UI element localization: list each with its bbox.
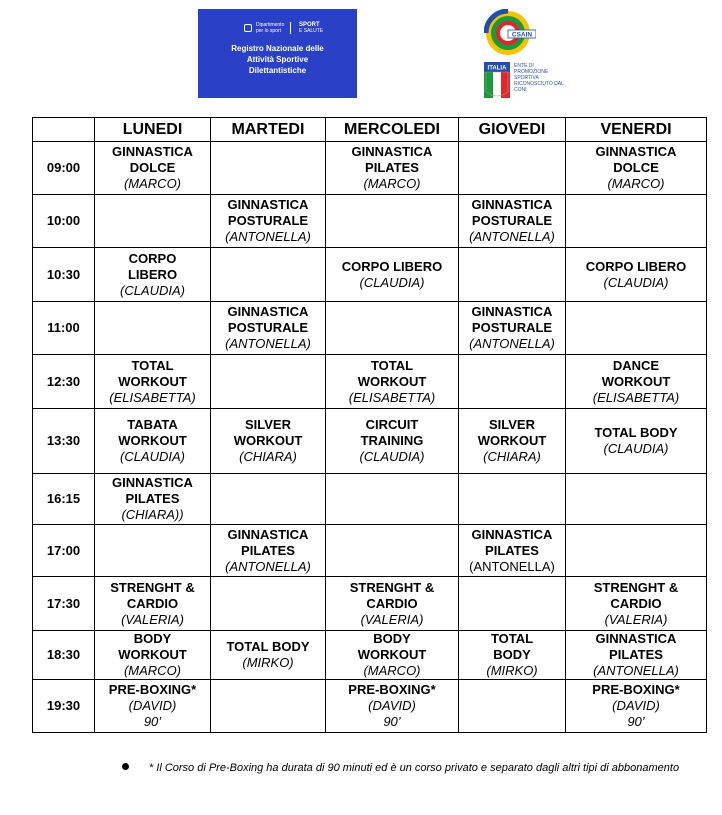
instructor-name: (CLAUDIA) — [119, 282, 185, 298]
class-name: PRE-BOXING* — [108, 682, 197, 697]
class-name: GINNASTICA PILATES — [227, 526, 309, 558]
empty-cell — [211, 142, 326, 195]
day-header: MARTEDI — [211, 118, 326, 142]
class-cell — [459, 302, 566, 355]
class-name: SILVER WORKOUT — [477, 417, 547, 448]
instructor-name: (ANTONELLA) — [225, 336, 311, 351]
class-cell — [211, 409, 326, 474]
instructor-name: (CHIARA) — [239, 449, 297, 464]
class-cell — [459, 409, 566, 474]
table-row — [33, 525, 707, 577]
class-name: BODY WORKOUT — [118, 631, 187, 662]
duration-label: 90’ — [383, 714, 401, 729]
instructor-name: (MIRKO) — [242, 655, 294, 670]
class-cell — [566, 409, 707, 474]
instructor-name: (ELISABETTA) — [348, 389, 436, 405]
time-cell: 09:00 — [33, 142, 95, 195]
time-cell: 13:30 — [33, 409, 95, 474]
class-name: TOTAL WORKOUT — [357, 357, 427, 389]
time-cell: 17:00 — [33, 525, 95, 577]
class-cell — [566, 577, 707, 631]
class-cell — [326, 142, 459, 195]
instructor-name: (CHIARA)) — [121, 507, 184, 522]
italia-flag-icon — [484, 62, 510, 98]
instructor-name: (ANTONELLA) — [469, 558, 555, 574]
class-cell — [95, 474, 211, 525]
coni-text: ENTE DI PROMOZIONE SPORTIVA RICONOSCIUTO DAL CONI — [514, 63, 564, 93]
instructor-name: (ANTONELLA) — [225, 229, 311, 244]
time-cell: 17:30 — [33, 577, 95, 631]
instructor-name: (CLAUDIA) — [603, 441, 669, 456]
class-cell — [95, 409, 211, 474]
table-row — [33, 680, 707, 733]
class-cell — [95, 355, 211, 409]
class-cell — [95, 680, 211, 733]
table-row — [33, 248, 707, 302]
government-emblem-icon — [244, 24, 252, 32]
class-name: CORPO LIBERO — [127, 250, 178, 282]
empty-cell — [459, 142, 566, 195]
class-name: GINNASTICA DOLCE — [595, 144, 677, 175]
class-name: GINNASTICA POSTURALE — [227, 197, 309, 228]
class-cell — [459, 525, 566, 577]
class-cell — [211, 631, 326, 680]
instructor-name: (ELISABETTA) — [109, 389, 196, 405]
table-row — [33, 195, 707, 248]
class-name: CORPO LIBERO — [585, 258, 687, 274]
instructor-name: (MARCO) — [363, 663, 421, 678]
instructor-name: (MIRKO) — [486, 663, 538, 678]
class-cell — [326, 355, 459, 409]
empty-cell — [459, 474, 566, 525]
instructor-name: (CLAUDIA) — [603, 274, 669, 290]
class-name: GINNASTICA POSTURALE — [471, 197, 553, 228]
empty-cell — [326, 525, 459, 577]
table-row — [33, 631, 707, 680]
coni-recognition-logo — [484, 62, 584, 100]
table-row — [33, 355, 707, 409]
class-cell — [326, 680, 459, 733]
instructor-name: (MARCO) — [607, 176, 665, 191]
empty-cell — [459, 577, 566, 631]
table-row — [33, 302, 707, 355]
day-header: GIOVEDI — [459, 118, 566, 142]
footnote-text: * Il Corso di Pre-Boxing ha durata di 90 minuti ed è un corso privato e separato dagli altri tipi di abbonamento — [148, 762, 680, 774]
instructor-name: (ANTONELLA) — [593, 663, 679, 678]
empty-cell — [326, 302, 459, 355]
class-cell — [326, 248, 459, 302]
class-name: PRE-BOXING* — [592, 682, 680, 697]
csain-label: CSAIN — [511, 31, 533, 39]
empty-cell — [459, 680, 566, 733]
class-name: GINNASTICA PILATES — [471, 526, 553, 558]
class-name: STRENGHT & CARDIO — [593, 579, 679, 611]
instructor-name: (DAVID) — [612, 698, 660, 713]
instructor-name: (VALERIA) — [360, 611, 424, 627]
empty-cell — [95, 195, 211, 248]
time-cell: 19:30 — [33, 680, 95, 733]
class-name: CIRCUIT TRAINING — [360, 417, 424, 448]
table-row — [33, 409, 707, 474]
instructor-name: (VALERIA) — [121, 611, 184, 627]
empty-cell — [566, 195, 707, 248]
class-name: STRENGHT & CARDIO — [349, 579, 435, 611]
class-name: TOTAL BODY — [226, 639, 310, 654]
class-name: DANCE WORKOUT — [601, 357, 671, 389]
empty-cell — [95, 302, 211, 355]
class-cell — [95, 142, 211, 195]
sport-label: SPORT — [299, 22, 320, 28]
empty-cell — [566, 302, 707, 355]
empty-cell — [566, 474, 707, 525]
day-header: VENERDI — [566, 118, 707, 142]
instructor-name: (ANTONELLA) — [469, 336, 555, 351]
empty-cell — [326, 474, 459, 525]
class-name: GINNASTICA PILATES — [351, 144, 433, 175]
empty-cell — [459, 355, 566, 409]
class-cell — [211, 302, 326, 355]
salute-label: E SALUTE — [299, 28, 324, 34]
header-row — [33, 118, 707, 142]
empty-cell — [211, 248, 326, 302]
table-row — [33, 142, 707, 195]
class-name: GINNASTICA DOLCE — [112, 144, 193, 175]
class-cell — [566, 248, 707, 302]
registro-title: Registro Nazionale delle Attività Sportive Dilettantistiche — [231, 44, 324, 75]
class-cell — [566, 631, 707, 680]
empty-cell — [326, 195, 459, 248]
table-row — [33, 577, 707, 631]
class-name: GINNASTICA POSTURALE — [227, 304, 309, 335]
class-cell — [566, 142, 707, 195]
time-cell: 12:30 — [33, 355, 95, 409]
class-name: GINNASTICA PILATES — [595, 631, 677, 662]
class-cell — [326, 631, 459, 680]
ministry-label: Dipartimento per lo sport — [256, 22, 285, 34]
empty-cell — [566, 525, 707, 577]
class-cell — [326, 577, 459, 631]
duration-label: 90’ — [143, 714, 162, 729]
registro-nazionale-logo — [198, 9, 357, 98]
time-cell: 11:00 — [33, 302, 95, 355]
class-name: PRE-BOXING* — [348, 682, 436, 697]
weekly-schedule-table — [32, 117, 707, 733]
duration-label: 90’ — [627, 714, 645, 729]
instructor-name: (VALERIA) — [604, 611, 668, 627]
class-name: GINNASTICA POSTURALE — [471, 304, 553, 335]
time-cell: 16:15 — [33, 474, 95, 525]
class-cell — [95, 631, 211, 680]
class-name: TABATA WORKOUT — [118, 417, 187, 448]
time-cell: 18:30 — [33, 631, 95, 680]
class-cell — [326, 409, 459, 474]
class-name: TOTAL BODY — [490, 631, 534, 662]
class-cell — [459, 195, 566, 248]
class-name: BODY WORKOUT — [357, 631, 427, 662]
instructor-name: (CLAUDIA) — [359, 449, 425, 464]
empty-cell — [211, 474, 326, 525]
empty-cell — [211, 577, 326, 631]
day-header: MERCOLEDI — [326, 118, 459, 142]
instructor-name: (ANTONELLA) — [469, 229, 555, 244]
empty-cell — [211, 355, 326, 409]
day-header: LUNEDI — [95, 118, 211, 142]
table-row — [33, 474, 707, 525]
instructor-name: (CLAUDIA) — [359, 274, 425, 290]
time-cell: 10:00 — [33, 195, 95, 248]
class-name: CORPO LIBERO — [341, 258, 443, 274]
class-cell — [566, 680, 707, 733]
class-cell — [95, 577, 211, 631]
class-name: GINNASTICA PILATES — [112, 475, 193, 506]
empty-cell — [459, 248, 566, 302]
empty-cell — [211, 680, 326, 733]
class-name: SILVER WORKOUT — [233, 417, 303, 448]
instructor-name: (DAVID) — [368, 698, 416, 713]
class-cell — [211, 195, 326, 248]
empty-cell — [95, 525, 211, 577]
italia-flag-label: ITALIA — [487, 65, 507, 72]
csain-logo — [484, 9, 536, 57]
class-cell — [211, 525, 326, 577]
class-name: TOTAL BODY — [594, 425, 678, 440]
time-cell: 10:30 — [33, 248, 95, 302]
instructor-name: (MARCO) — [123, 663, 182, 678]
instructor-name: (ANTONELLA) — [225, 558, 311, 574]
class-cell — [459, 631, 566, 680]
corner-cell — [33, 118, 95, 142]
bullet-icon — [122, 763, 129, 770]
class-name: TOTAL WORKOUT — [118, 357, 187, 389]
instructor-name: (CHIARA) — [483, 449, 541, 464]
instructor-name: (DAVID) — [128, 698, 177, 713]
instructor-name: (MARCO) — [363, 176, 421, 191]
class-cell — [566, 355, 707, 409]
instructor-name: (MARCO) — [123, 176, 182, 191]
class-cell — [95, 248, 211, 302]
class-name: STRENGHT & CARDIO — [110, 579, 195, 611]
instructor-name: (ELISABETTA) — [592, 389, 680, 405]
instructor-name: (CLAUDIA) — [119, 449, 185, 464]
